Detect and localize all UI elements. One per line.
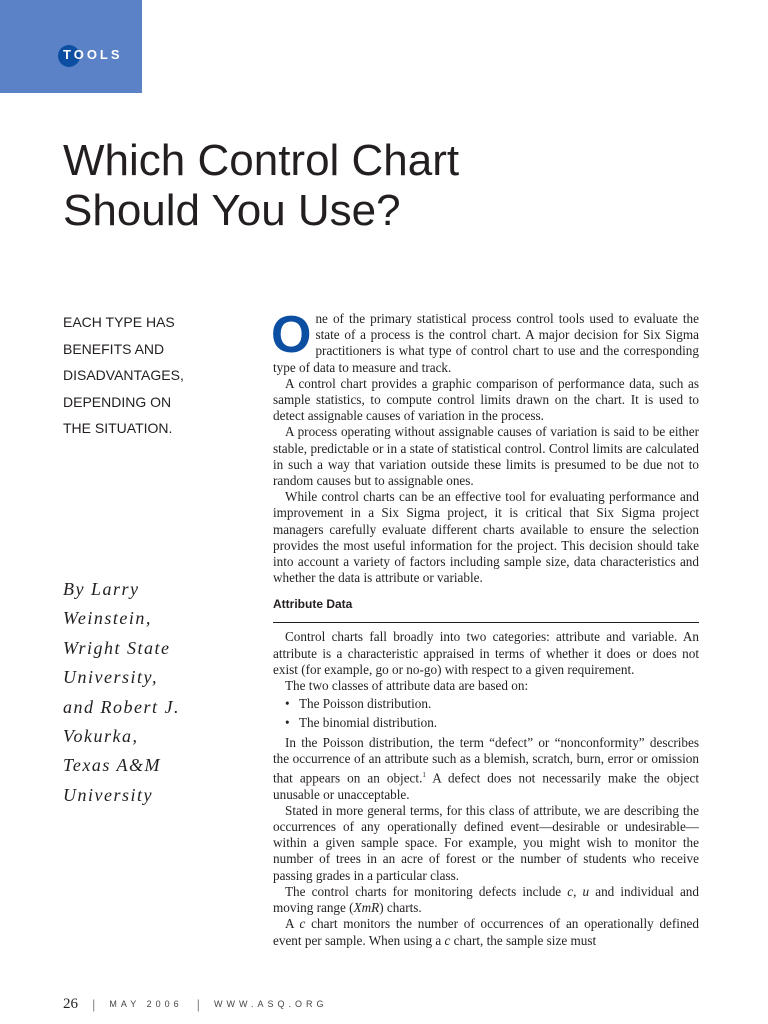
byline-line: Weinstein, bbox=[63, 608, 152, 629]
bullet-list bbox=[273, 696, 699, 731]
section-tag bbox=[0, 0, 142, 93]
page-footer bbox=[63, 995, 327, 1013]
article-body bbox=[271, 306, 700, 949]
article-title bbox=[63, 136, 723, 236]
bullet-icon: • bbox=[285, 696, 290, 712]
paragraph: Control charts fall broadly into two categories: attribute and variable. An attribute is a characteristic appraised in terms of whether it does or does not exist (for example, go or no-go) with respect to a given requirement. bbox=[273, 629, 699, 677]
list-item: • The Poisson distribution. bbox=[285, 696, 432, 712]
paragraph: The two classes of attribute data are based on: bbox=[285, 678, 529, 694]
title-line-2: Should You Use? bbox=[63, 186, 401, 235]
deck-line: DISADVANTAGES, bbox=[63, 367, 184, 383]
deck-line: BENEFITS AND bbox=[63, 340, 165, 357]
website-link: WWW.ASQ.ORG bbox=[213, 999, 328, 1009]
byline-line: University, bbox=[63, 667, 158, 688]
paragraph-text: ne of the primary statistical process control tools used to evaluate the state of a process is the control chart. A major decision for Six Sigma practitioners is what type of control chart to use and the corresponding type of data to measure and track. bbox=[273, 311, 699, 375]
footer-separator: | bbox=[92, 996, 96, 1012]
byline-line: Wright State bbox=[63, 637, 171, 658]
paragraph: A process operating without assignable causes of variation is said to be either stable, predictable or in a state of statistical control. Control limits are calculated in such a way that variation outside these limits is presumed to be due not to random causes but to assignable ones. bbox=[273, 424, 699, 489]
deck-line: DEPENDING ON bbox=[63, 393, 172, 410]
author-byline bbox=[63, 575, 253, 810]
section-heading: Attribute Data bbox=[273, 596, 699, 623]
article-deck bbox=[63, 309, 253, 442]
section-tag-label: TOOLS bbox=[63, 47, 123, 62]
paragraph: While control charts can be an effective tool for evaluating performance and improvement in a Six Sigma project, it is critical that Six Sigma project managers carefully evaluate different charts available to ensure the selection provides the most useful information for the project. This decision should take into account a variety of factors including sample size, data characteristics and whether the data is attribute or variable. bbox=[273, 489, 699, 586]
byline-line: and Robert J. bbox=[63, 696, 180, 717]
title-line-1: Which Control Chart bbox=[63, 136, 460, 185]
byline-line: Texas A&M bbox=[63, 755, 162, 776]
footnote-reference: 1 bbox=[422, 771, 426, 780]
issue-date: MAY 2006 bbox=[109, 999, 183, 1009]
byline-line: University bbox=[63, 784, 153, 805]
drop-cap: O bbox=[271, 306, 312, 364]
paragraph: The control charts for monitoring defects include c, u and individual and moving range (XmR) charts. bbox=[273, 883, 699, 916]
footer-separator: | bbox=[196, 996, 200, 1012]
byline-line: By Larry bbox=[63, 579, 140, 599]
byline-line: Vokurka, bbox=[63, 726, 139, 747]
paragraph: A control chart provides a graphic comparison of performance data, such as sample statistics, to compute control limits drawn on the chart. It is used to detect assignable causes of variation in the process. bbox=[273, 375, 699, 424]
paragraph: A c chart monitors the number of occurrences of an operationally defined event per sample. When using a c chart, the sample size must bbox=[273, 916, 700, 948]
paragraph bbox=[271, 306, 699, 376]
paragraph: In the Poisson distribution, the term “defect” or “nonconformity” describes the occurrence of an attribute such as a blemish, scratch, burn, error or omission that appears on an object.$^1$ A defect does not necessarily make the object unusable or unacceptable. bbox=[273, 734, 699, 802]
deck-line: THE SITUATION. bbox=[63, 420, 173, 436]
list-item: • The binomial distribution. bbox=[285, 715, 438, 731]
deck-line: EACH TYPE HAS bbox=[63, 314, 175, 330]
page-number: 26 bbox=[63, 995, 78, 1012]
paragraph: Stated in more general terms, for this class of attribute, we are describing the occurrences of any operationally defined event—desirable or undesirable—within a given sample space. For example, you might wish to monitor the number of trees in an acre of forest or the number of students who receive passing grades in a particular class. bbox=[273, 802, 699, 883]
bullet-icon: • bbox=[285, 715, 290, 731]
